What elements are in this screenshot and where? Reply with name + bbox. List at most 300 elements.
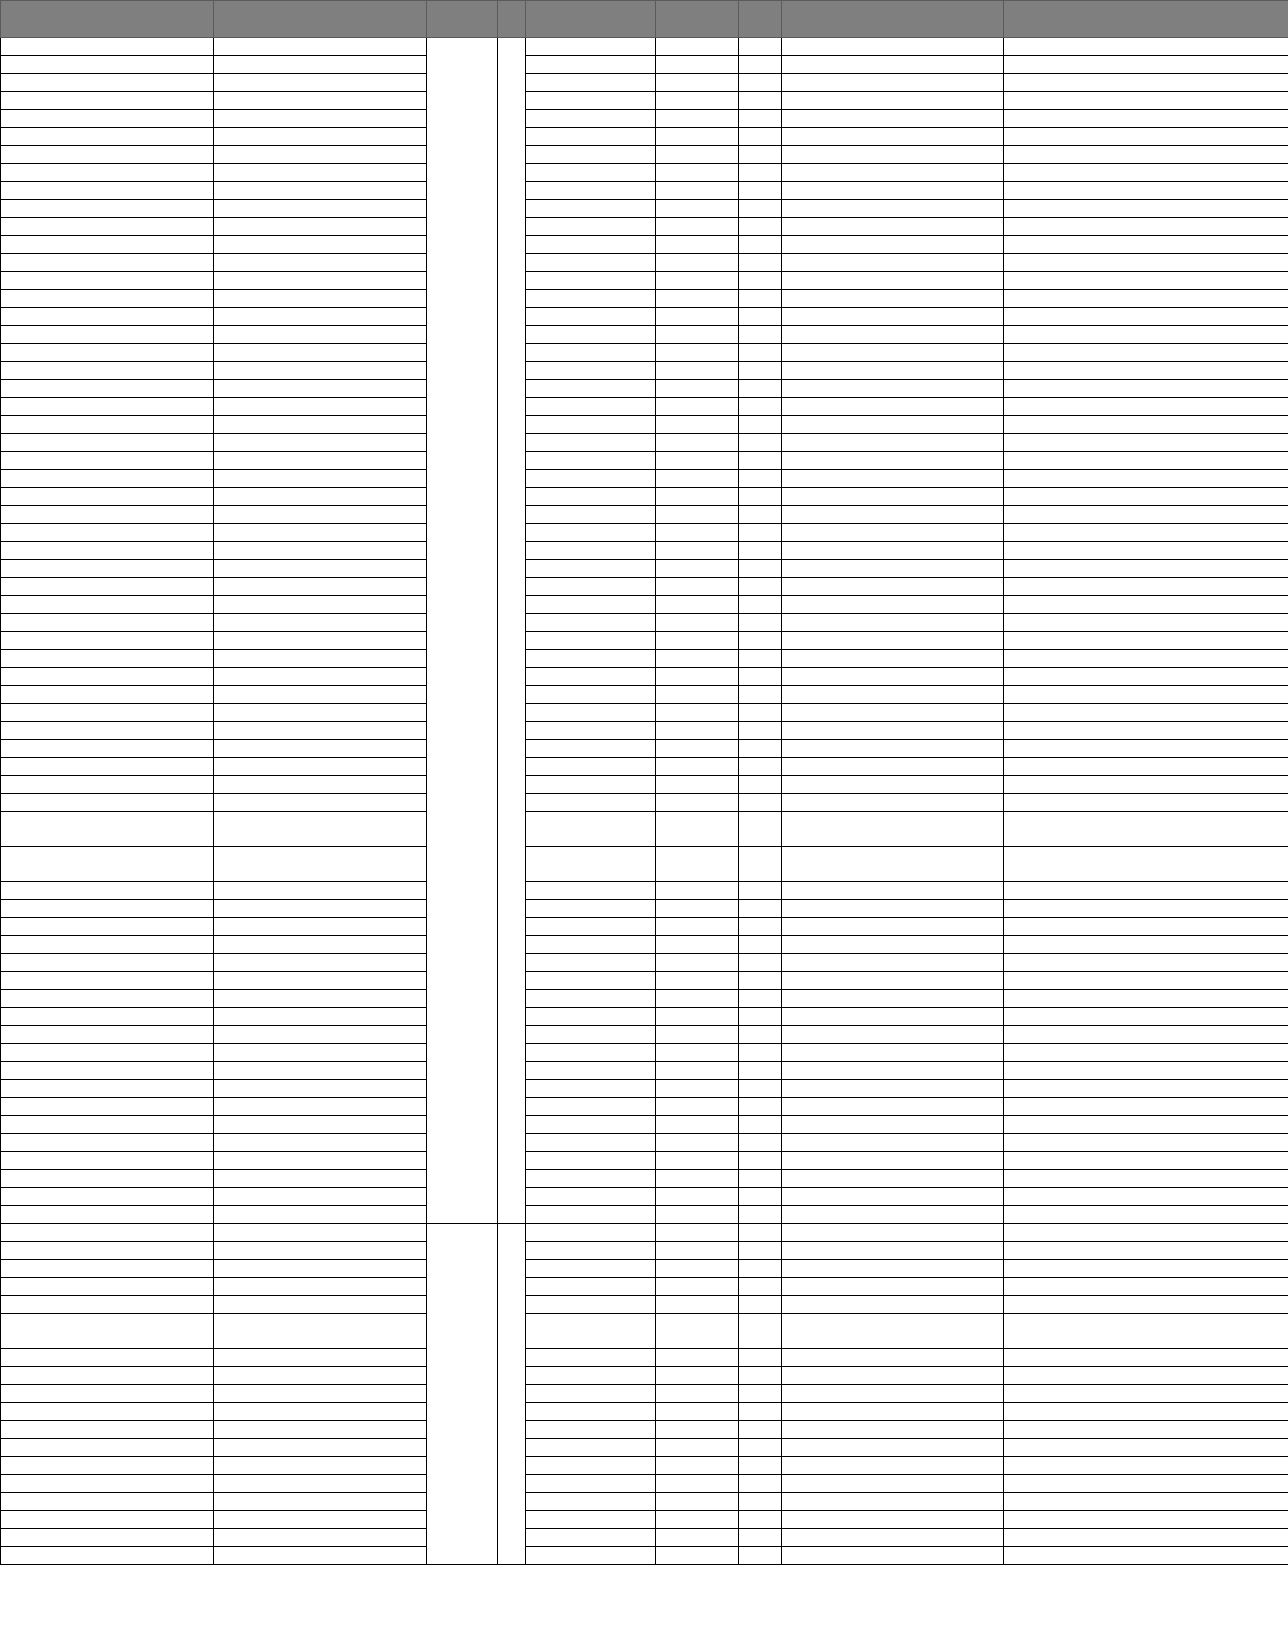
cell-reservation[interactable] [739, 1098, 782, 1116]
cell-notes[interactable] [1004, 524, 1288, 542]
cell-notes[interactable] [1004, 1098, 1288, 1116]
cell-school[interactable] [1, 1242, 214, 1260]
cell-school[interactable] [1, 650, 214, 668]
cell-notes[interactable] [1004, 650, 1288, 668]
cell-notes[interactable] [1004, 1493, 1288, 1511]
cell-school[interactable] [1, 1475, 214, 1493]
cell-school[interactable] [1, 1062, 214, 1080]
cell-notes[interactable] [1004, 254, 1288, 272]
cell-event[interactable] [214, 200, 427, 218]
cell-time[interactable] [526, 1278, 656, 1296]
cell-method[interactable] [782, 1242, 1004, 1260]
cell-target[interactable] [656, 1511, 739, 1529]
cell-reservation[interactable] [739, 1493, 782, 1511]
cell-time[interactable] [526, 1242, 656, 1260]
cell-target[interactable] [656, 1493, 739, 1511]
cell-school[interactable] [1, 1349, 214, 1367]
cell-time[interactable] [526, 182, 656, 200]
cell-target[interactable] [656, 38, 739, 56]
cell-time[interactable] [526, 38, 656, 56]
cell-target[interactable] [656, 1349, 739, 1367]
cell-event[interactable] [214, 1116, 427, 1134]
cell-event[interactable] [214, 954, 427, 972]
cell-event[interactable] [214, 92, 427, 110]
cell-reservation[interactable] [739, 972, 782, 990]
cell-reservation[interactable] [739, 38, 782, 56]
cell-school[interactable] [1, 560, 214, 578]
cell-method[interactable] [782, 1098, 1004, 1116]
cell-method[interactable] [782, 1188, 1004, 1206]
cell-method[interactable] [782, 1529, 1004, 1547]
cell-event[interactable] [214, 218, 427, 236]
cell-target[interactable] [656, 704, 739, 722]
cell-target[interactable] [656, 434, 739, 452]
cell-target[interactable] [656, 972, 739, 990]
cell-event[interactable] [214, 614, 427, 632]
cell-time[interactable] [526, 794, 656, 812]
cell-target[interactable] [656, 92, 739, 110]
cell-method[interactable] [782, 882, 1004, 900]
cell-target[interactable] [656, 1170, 739, 1188]
cell-target[interactable] [656, 882, 739, 900]
cell-method[interactable] [782, 776, 1004, 794]
cell-event[interactable] [214, 1152, 427, 1170]
cell-target[interactable] [656, 1278, 739, 1296]
cell-school[interactable] [1, 470, 214, 488]
cell-time[interactable] [526, 650, 656, 668]
cell-method[interactable] [782, 1349, 1004, 1367]
cell-time[interactable] [526, 344, 656, 362]
cell-school[interactable] [1, 38, 214, 56]
cell-notes[interactable] [1004, 1475, 1288, 1493]
cell-method[interactable] [782, 1062, 1004, 1080]
cell-method[interactable] [782, 470, 1004, 488]
cell-event[interactable] [214, 740, 427, 758]
cell-school[interactable] [1, 1421, 214, 1439]
cell-school[interactable] [1, 380, 214, 398]
cell-event[interactable] [214, 1260, 427, 1278]
cell-notes[interactable] [1004, 776, 1288, 794]
cell-method[interactable] [782, 1439, 1004, 1457]
cell-reservation[interactable] [739, 290, 782, 308]
cell-school[interactable] [1, 1116, 214, 1134]
cell-target[interactable] [656, 1206, 739, 1224]
cell-event[interactable] [214, 812, 427, 847]
header-reservation[interactable] [739, 1, 782, 38]
header-event[interactable] [214, 1, 427, 38]
cell-school[interactable] [1, 1314, 214, 1349]
cell-target[interactable] [656, 596, 739, 614]
cell-time[interactable] [526, 1116, 656, 1134]
cell-reservation[interactable] [739, 326, 782, 344]
cell-method[interactable] [782, 434, 1004, 452]
cell-school[interactable] [1, 722, 214, 740]
cell-notes[interactable] [1004, 344, 1288, 362]
cell-notes[interactable] [1004, 632, 1288, 650]
cell-reservation[interactable] [739, 1403, 782, 1421]
cell-reservation[interactable] [739, 1044, 782, 1062]
cell-target[interactable] [656, 650, 739, 668]
cell-target[interactable] [656, 1296, 739, 1314]
header-school[interactable] [1, 1, 214, 38]
cell-time[interactable] [526, 110, 656, 128]
cell-notes[interactable] [1004, 110, 1288, 128]
cell-method[interactable] [782, 794, 1004, 812]
cell-method[interactable] [782, 110, 1004, 128]
cell-reservation[interactable] [739, 434, 782, 452]
cell-target[interactable] [656, 722, 739, 740]
cell-reservation[interactable] [739, 1367, 782, 1385]
cell-reservation[interactable] [739, 1224, 782, 1242]
cell-notes[interactable] [1004, 668, 1288, 686]
cell-notes[interactable] [1004, 1080, 1288, 1098]
cell-school[interactable] [1, 182, 214, 200]
cell-reservation[interactable] [739, 722, 782, 740]
cell-event[interactable] [214, 1529, 427, 1547]
cell-event[interactable] [214, 1296, 427, 1314]
cell-event[interactable] [214, 1224, 427, 1242]
cell-method[interactable] [782, 164, 1004, 182]
cell-time[interactable] [526, 164, 656, 182]
cell-school[interactable] [1, 972, 214, 990]
cell-time[interactable] [526, 882, 656, 900]
cell-school[interactable] [1, 218, 214, 236]
cell-event[interactable] [214, 542, 427, 560]
cell-event[interactable] [214, 272, 427, 290]
cell-reservation[interactable] [739, 182, 782, 200]
cell-method[interactable] [782, 1116, 1004, 1134]
cell-reservation[interactable] [739, 794, 782, 812]
cell-method[interactable] [782, 308, 1004, 326]
cell-time[interactable] [526, 1314, 656, 1349]
cell-school[interactable] [1, 632, 214, 650]
cell-time[interactable] [526, 900, 656, 918]
cell-school[interactable] [1, 326, 214, 344]
cell-reservation[interactable] [739, 236, 782, 254]
cell-target[interactable] [656, 1188, 739, 1206]
cell-event[interactable] [214, 972, 427, 990]
cell-method[interactable] [782, 847, 1004, 882]
cell-method[interactable] [782, 758, 1004, 776]
cell-reservation[interactable] [739, 488, 782, 506]
cell-reservation[interactable] [739, 1008, 782, 1026]
cell-notes[interactable] [1004, 812, 1288, 847]
cell-target[interactable] [656, 416, 739, 434]
cell-time[interactable] [526, 92, 656, 110]
cell-school[interactable] [1, 236, 214, 254]
cell-method[interactable] [782, 1314, 1004, 1349]
cell-target[interactable] [656, 362, 739, 380]
cell-weekday[interactable] [498, 38, 526, 1224]
cell-time[interactable] [526, 1385, 656, 1403]
cell-notes[interactable] [1004, 1152, 1288, 1170]
cell-school[interactable] [1, 56, 214, 74]
cell-notes[interactable] [1004, 560, 1288, 578]
cell-time[interactable] [526, 488, 656, 506]
cell-reservation[interactable] [739, 56, 782, 74]
cell-method[interactable] [782, 1493, 1004, 1511]
cell-school[interactable] [1, 1134, 214, 1152]
cell-event[interactable] [214, 1008, 427, 1026]
cell-target[interactable] [656, 776, 739, 794]
cell-notes[interactable] [1004, 990, 1288, 1008]
cell-school[interactable] [1, 740, 214, 758]
cell-method[interactable] [782, 954, 1004, 972]
cell-notes[interactable] [1004, 704, 1288, 722]
cell-school[interactable] [1, 524, 214, 542]
cell-notes[interactable] [1004, 972, 1288, 990]
cell-target[interactable] [656, 1224, 739, 1242]
cell-school[interactable] [1, 704, 214, 722]
cell-target[interactable] [656, 506, 739, 524]
cell-target[interactable] [656, 900, 739, 918]
cell-time[interactable] [526, 56, 656, 74]
cell-time[interactable] [526, 1170, 656, 1188]
cell-reservation[interactable] [739, 164, 782, 182]
cell-time[interactable] [526, 1529, 656, 1547]
cell-school[interactable] [1, 146, 214, 164]
cell-weekday[interactable] [498, 1224, 526, 1565]
cell-notes[interactable] [1004, 1206, 1288, 1224]
cell-school[interactable] [1, 506, 214, 524]
cell-method[interactable] [782, 1296, 1004, 1314]
cell-target[interactable] [656, 1385, 739, 1403]
cell-time[interactable] [526, 686, 656, 704]
cell-notes[interactable] [1004, 614, 1288, 632]
cell-event[interactable] [214, 164, 427, 182]
cell-reservation[interactable] [739, 1134, 782, 1152]
cell-method[interactable] [782, 578, 1004, 596]
cell-method[interactable] [782, 668, 1004, 686]
cell-reservation[interactable] [739, 1026, 782, 1044]
cell-time[interactable] [526, 918, 656, 936]
cell-time[interactable] [526, 1260, 656, 1278]
cell-school[interactable] [1, 254, 214, 272]
cell-reservation[interactable] [739, 578, 782, 596]
cell-time[interactable] [526, 1044, 656, 1062]
cell-event[interactable] [214, 1493, 427, 1511]
cell-reservation[interactable] [739, 740, 782, 758]
cell-target[interactable] [656, 110, 739, 128]
cell-target[interactable] [656, 398, 739, 416]
cell-reservation[interactable] [739, 1062, 782, 1080]
cell-time[interactable] [526, 74, 656, 92]
cell-notes[interactable] [1004, 416, 1288, 434]
cell-school[interactable] [1, 1439, 214, 1457]
cell-method[interactable] [782, 128, 1004, 146]
cell-method[interactable] [782, 1457, 1004, 1475]
cell-time[interactable] [526, 954, 656, 972]
cell-event[interactable] [214, 1349, 427, 1367]
cell-target[interactable] [656, 200, 739, 218]
cell-notes[interactable] [1004, 1044, 1288, 1062]
cell-target[interactable] [656, 936, 739, 954]
cell-reservation[interactable] [739, 776, 782, 794]
cell-event[interactable] [214, 1062, 427, 1080]
cell-event[interactable] [214, 704, 427, 722]
cell-method[interactable] [782, 596, 1004, 614]
cell-school[interactable] [1, 1008, 214, 1026]
cell-event[interactable] [214, 1314, 427, 1349]
cell-reservation[interactable] [739, 1152, 782, 1170]
cell-notes[interactable] [1004, 272, 1288, 290]
cell-time[interactable] [526, 1080, 656, 1098]
cell-time[interactable] [526, 1134, 656, 1152]
cell-time[interactable] [526, 542, 656, 560]
cell-target[interactable] [656, 218, 739, 236]
cell-reservation[interactable] [739, 560, 782, 578]
cell-school[interactable] [1, 1296, 214, 1314]
cell-target[interactable] [656, 380, 739, 398]
cell-event[interactable] [214, 758, 427, 776]
cell-school[interactable] [1, 686, 214, 704]
cell-method[interactable] [782, 398, 1004, 416]
cell-target[interactable] [656, 1457, 739, 1475]
cell-reservation[interactable] [739, 146, 782, 164]
cell-notes[interactable] [1004, 1439, 1288, 1457]
cell-target[interactable] [656, 452, 739, 470]
cell-school[interactable] [1, 1224, 214, 1242]
cell-event[interactable] [214, 668, 427, 686]
cell-school[interactable] [1, 1188, 214, 1206]
cell-school[interactable] [1, 1457, 214, 1475]
cell-time[interactable] [526, 1421, 656, 1439]
cell-target[interactable] [656, 56, 739, 74]
cell-method[interactable] [782, 272, 1004, 290]
cell-school[interactable] [1, 110, 214, 128]
cell-notes[interactable] [1004, 1242, 1288, 1260]
cell-event[interactable] [214, 290, 427, 308]
cell-target[interactable] [656, 146, 739, 164]
cell-target[interactable] [656, 74, 739, 92]
cell-target[interactable] [656, 254, 739, 272]
cell-time[interactable] [526, 1008, 656, 1026]
cell-event[interactable] [214, 1457, 427, 1475]
cell-reservation[interactable] [739, 1385, 782, 1403]
cell-method[interactable] [782, 1511, 1004, 1529]
cell-event[interactable] [214, 1421, 427, 1439]
cell-school[interactable] [1, 128, 214, 146]
cell-event[interactable] [214, 1206, 427, 1224]
cell-time[interactable] [526, 1475, 656, 1493]
cell-event[interactable] [214, 990, 427, 1008]
cell-notes[interactable] [1004, 74, 1288, 92]
cell-reservation[interactable] [739, 452, 782, 470]
cell-notes[interactable] [1004, 236, 1288, 254]
cell-time[interactable] [526, 936, 656, 954]
cell-school[interactable] [1, 936, 214, 954]
cell-notes[interactable] [1004, 380, 1288, 398]
cell-target[interactable] [656, 812, 739, 847]
cell-notes[interactable] [1004, 740, 1288, 758]
cell-event[interactable] [214, 1080, 427, 1098]
cell-school[interactable] [1, 1080, 214, 1098]
cell-event[interactable] [214, 254, 427, 272]
cell-school[interactable] [1, 954, 214, 972]
cell-notes[interactable] [1004, 290, 1288, 308]
cell-notes[interactable] [1004, 200, 1288, 218]
cell-time[interactable] [526, 847, 656, 882]
cell-notes[interactable] [1004, 470, 1288, 488]
cell-school[interactable] [1, 668, 214, 686]
cell-event[interactable] [214, 900, 427, 918]
cell-notes[interactable] [1004, 1314, 1288, 1349]
cell-reservation[interactable] [739, 362, 782, 380]
cell-target[interactable] [656, 1421, 739, 1439]
cell-event[interactable] [214, 1475, 427, 1493]
cell-target[interactable] [656, 1098, 739, 1116]
cell-time[interactable] [526, 1296, 656, 1314]
header-date[interactable] [427, 1, 498, 38]
cell-event[interactable] [214, 1547, 427, 1565]
cell-notes[interactable] [1004, 398, 1288, 416]
cell-reservation[interactable] [739, 1457, 782, 1475]
cell-target[interactable] [656, 1134, 739, 1152]
cell-event[interactable] [214, 686, 427, 704]
cell-notes[interactable] [1004, 308, 1288, 326]
cell-time[interactable] [526, 1026, 656, 1044]
cell-time[interactable] [526, 758, 656, 776]
cell-method[interactable] [782, 146, 1004, 164]
cell-event[interactable] [214, 56, 427, 74]
cell-notes[interactable] [1004, 128, 1288, 146]
cell-reservation[interactable] [739, 936, 782, 954]
cell-reservation[interactable] [739, 218, 782, 236]
cell-reservation[interactable] [739, 632, 782, 650]
cell-method[interactable] [782, 56, 1004, 74]
cell-notes[interactable] [1004, 1547, 1288, 1565]
cell-target[interactable] [656, 344, 739, 362]
cell-time[interactable] [526, 398, 656, 416]
cell-time[interactable] [526, 1098, 656, 1116]
cell-reservation[interactable] [739, 1170, 782, 1188]
cell-method[interactable] [782, 488, 1004, 506]
cell-method[interactable] [782, 812, 1004, 847]
cell-date[interactable] [427, 38, 498, 1224]
cell-reservation[interactable] [739, 1260, 782, 1278]
cell-event[interactable] [214, 146, 427, 164]
cell-reservation[interactable] [739, 1296, 782, 1314]
cell-reservation[interactable] [739, 1314, 782, 1349]
cell-target[interactable] [656, 1367, 739, 1385]
cell-target[interactable] [656, 1008, 739, 1026]
cell-time[interactable] [526, 470, 656, 488]
cell-time[interactable] [526, 740, 656, 758]
cell-method[interactable] [782, 900, 1004, 918]
cell-reservation[interactable] [739, 1349, 782, 1367]
cell-school[interactable] [1, 1278, 214, 1296]
cell-target[interactable] [656, 524, 739, 542]
cell-notes[interactable] [1004, 1278, 1288, 1296]
cell-notes[interactable] [1004, 1134, 1288, 1152]
cell-notes[interactable] [1004, 1116, 1288, 1134]
cell-event[interactable] [214, 308, 427, 326]
cell-time[interactable] [526, 1224, 656, 1242]
cell-event[interactable] [214, 776, 427, 794]
cell-method[interactable] [782, 650, 1004, 668]
cell-notes[interactable] [1004, 596, 1288, 614]
cell-method[interactable] [782, 1385, 1004, 1403]
cell-event[interactable] [214, 1044, 427, 1062]
cell-school[interactable] [1, 398, 214, 416]
cell-reservation[interactable] [739, 1206, 782, 1224]
cell-reservation[interactable] [739, 200, 782, 218]
cell-method[interactable] [782, 686, 1004, 704]
cell-event[interactable] [214, 847, 427, 882]
cell-method[interactable] [782, 38, 1004, 56]
cell-school[interactable] [1, 290, 214, 308]
cell-target[interactable] [656, 740, 739, 758]
